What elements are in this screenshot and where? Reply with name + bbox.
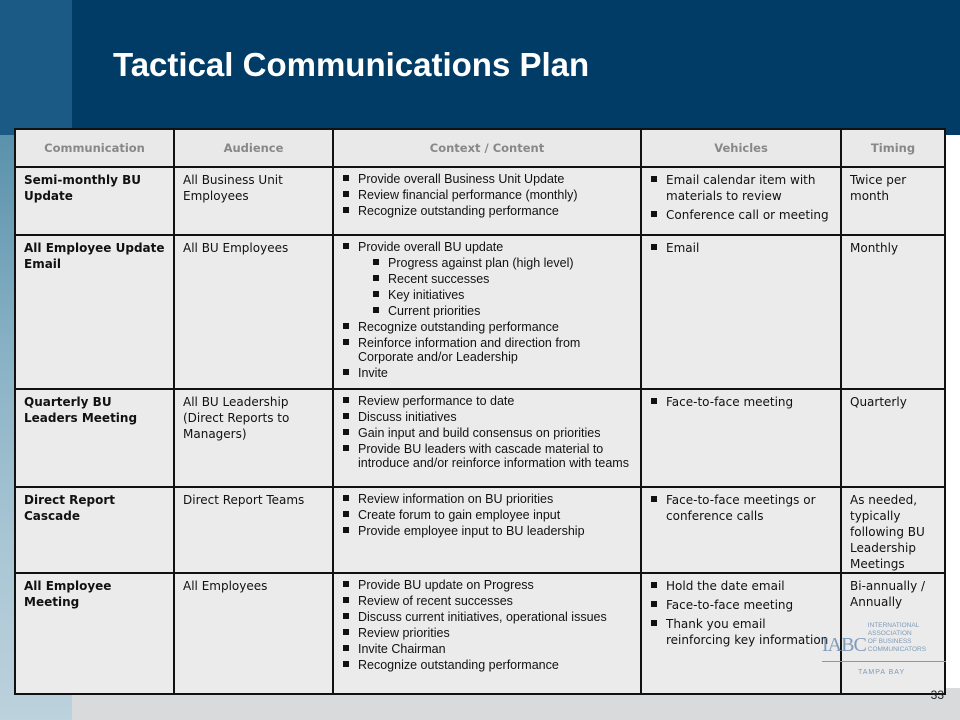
- header-timing: Timing: [841, 129, 945, 167]
- vehicle-item: Thank you email reinforcing key information: [650, 616, 832, 648]
- content-item: Provide BU update on Progress: [342, 578, 632, 592]
- cell-timing: As needed, typically following BU Leadership Meetings: [841, 487, 945, 573]
- vehicle-item: Email calendar item with materials to review: [650, 172, 832, 204]
- vehicles-list: [650, 172, 832, 223]
- content-item: Provide BU leaders with cascade material to introduce and/or reinforce information with teams: [342, 442, 632, 470]
- cell-timing: Monthly: [841, 235, 945, 389]
- cell-communication: All Employee Meeting: [15, 573, 174, 694]
- cell-communication: Semi-monthly BU Update: [15, 167, 174, 235]
- cell-context-content: [333, 167, 641, 235]
- header-accent-block: [0, 0, 72, 135]
- logo-text: [868, 622, 950, 655]
- iabc-logo: [822, 622, 950, 676]
- cell-audience: All BU Leadership (Direct Reports to Managers): [174, 389, 333, 487]
- cell-vehicles: [641, 573, 841, 694]
- content-item: Review information on BU priorities: [342, 492, 632, 506]
- content-list: [342, 394, 632, 470]
- cell-communication: All Employee Update Email: [15, 235, 174, 389]
- content-item: Review of recent successes: [342, 594, 632, 608]
- vehicle-item: Face-to-face meetings or conference calls: [650, 492, 832, 524]
- header-context-content: Context / Content: [333, 129, 641, 167]
- cell-context-content: [333, 487, 641, 573]
- content-list: [342, 172, 632, 218]
- cell-communication: Direct Report Cascade: [15, 487, 174, 573]
- vehicle-item: Face-to-face meeting: [650, 394, 832, 410]
- content-item: Invite Chairman: [342, 642, 632, 656]
- content-item: Recognize outstanding performance: [342, 204, 632, 218]
- content-item: Invite: [342, 366, 632, 380]
- table-row: [15, 167, 945, 235]
- vehicle-item: Hold the date email: [650, 578, 832, 594]
- header-audience: Audience: [174, 129, 333, 167]
- content-item: Provide overall Business Unit Update: [342, 172, 632, 186]
- cell-context-content: [333, 389, 641, 487]
- cell-vehicles: [641, 487, 841, 573]
- cell-vehicles: [641, 389, 841, 487]
- vehicles-list: [650, 394, 832, 410]
- cell-audience: All BU Employees: [174, 235, 333, 389]
- table-body: [15, 167, 945, 694]
- cell-timing: Twice per month: [841, 167, 945, 235]
- slide-title: Tactical Communications Plan: [113, 46, 590, 83]
- vehicle-item: Email: [650, 240, 832, 256]
- cell-vehicles: [641, 235, 841, 389]
- table-row: [15, 487, 945, 573]
- table-row: [15, 573, 945, 694]
- communications-plan-table: [14, 128, 946, 695]
- header-communication: Communication: [15, 129, 174, 167]
- cell-context-content: [333, 573, 641, 694]
- vehicles-list: [650, 492, 832, 524]
- cell-timing: Quarterly: [841, 389, 945, 487]
- content-item: Recognize outstanding performance: [342, 320, 632, 334]
- cell-audience: All Business Unit Employees: [174, 167, 333, 235]
- cell-audience: Direct Report Teams: [174, 487, 333, 573]
- content-subitem: Recent successes: [372, 272, 632, 286]
- logo-rule: [822, 661, 946, 662]
- header-vehicles: Vehicles: [641, 129, 841, 167]
- content-item: Gain input and build consensus on priorities: [342, 426, 632, 440]
- logo-line-2: OF BUSINESS COMMUNICATORS: [867, 638, 927, 653]
- content-item: Discuss initiatives: [342, 410, 632, 424]
- cell-context-content: [333, 235, 641, 389]
- content-item: Review performance to date: [342, 394, 632, 408]
- content-subitem: Key initiatives: [372, 288, 632, 302]
- vehicles-list: [650, 240, 832, 256]
- vehicles-list: [650, 578, 832, 648]
- content-subitem: Current priorities: [372, 304, 632, 318]
- content-item: Provide employee input to BU leadership: [342, 524, 632, 538]
- content-item: Review priorities: [342, 626, 632, 640]
- table-row: [15, 235, 945, 389]
- table-header-row: [15, 129, 945, 167]
- content-list: [342, 578, 632, 672]
- logo-line-1: INTERNATIONAL ASSOCIATION: [867, 622, 920, 637]
- table-row: [15, 389, 945, 487]
- cell-timing: Bi-annually / Annually: [841, 573, 945, 694]
- content-list: [342, 240, 632, 380]
- logo-chapter: TAMPA BAY: [858, 669, 906, 676]
- content-item: Create forum to gain employee input: [342, 508, 632, 522]
- logo-mark: IABC: [822, 634, 866, 656]
- content-item: Reinforce information and direction from Corporate and/or Leadership: [342, 336, 632, 364]
- content-item: Recognize outstanding performance: [342, 658, 632, 672]
- cell-vehicles: [641, 167, 841, 235]
- logo-main: [822, 622, 950, 655]
- content-list: [342, 492, 632, 538]
- page-number: 33: [930, 688, 944, 702]
- content-item: Provide overall BU update: [342, 240, 632, 254]
- content-item: Review financial performance (monthly): [342, 188, 632, 202]
- vehicle-item: Face-to-face meeting: [650, 597, 832, 613]
- content-subitem: Progress against plan (high level): [372, 256, 632, 270]
- cell-audience: All Employees: [174, 573, 333, 694]
- vehicle-item: Conference call or meeting: [650, 207, 832, 223]
- content-item: Discuss current initiatives, operational issues: [342, 610, 632, 624]
- cell-communication: Quarterly BU Leaders Meeting: [15, 389, 174, 487]
